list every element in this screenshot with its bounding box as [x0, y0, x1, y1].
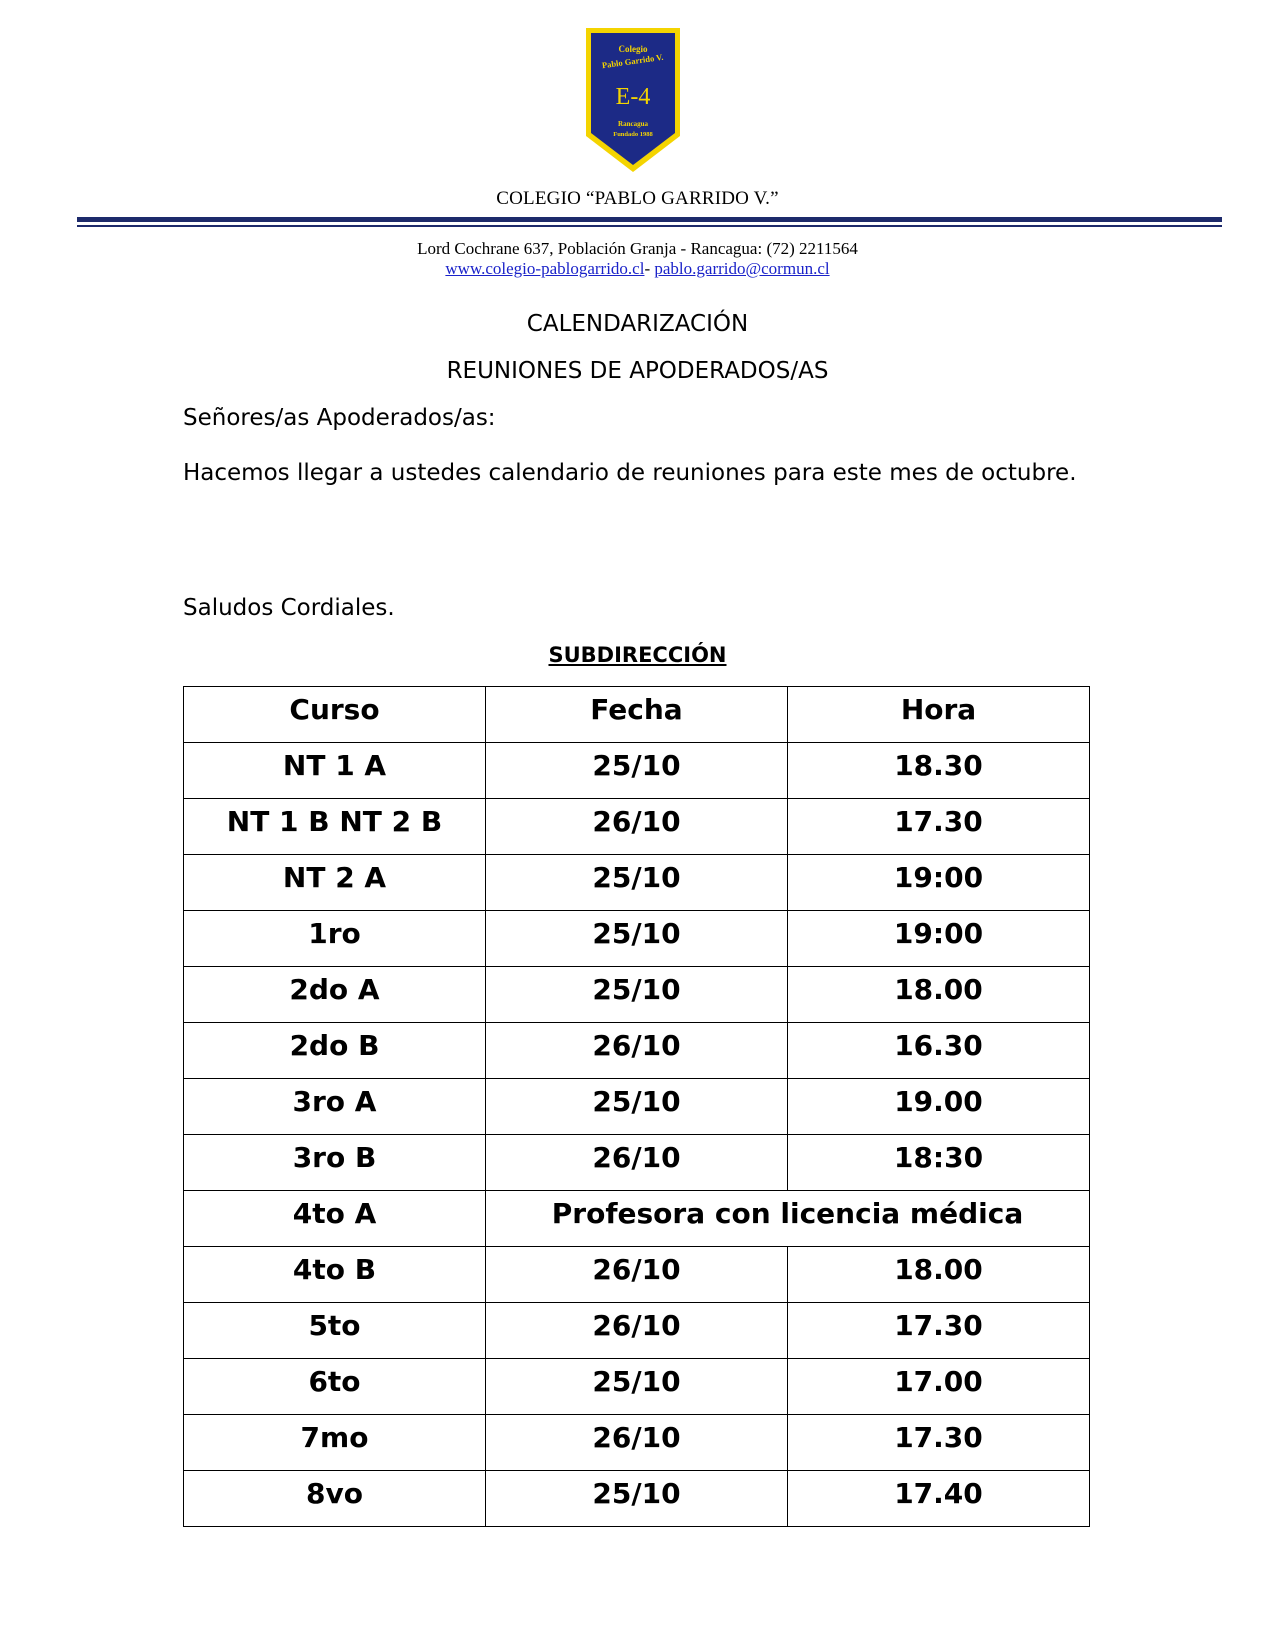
table-row	[184, 1303, 1090, 1359]
cell-hora	[788, 1359, 1090, 1415]
address-line: Lord Cochrane 637, Población Granja - Rancagua: (72) 2211564	[417, 239, 858, 258]
cell-curso-text: NT 2 A	[282, 861, 387, 894]
document-subtitle: REUNIONES DE APODERADOS/AS	[446, 358, 829, 384]
table-row	[184, 1415, 1090, 1471]
table-row	[184, 1023, 1090, 1079]
cell-hora-text: 18.00	[894, 973, 983, 1006]
school-name: COLEGIO “PABLO GARRIDO V.”	[496, 188, 779, 209]
cell-curso	[184, 1415, 486, 1471]
body-paragraph: Hacemos llegar a ustedes calendario de reuniones para este mes de octubre.	[183, 460, 1077, 486]
cell-hora-text: 17.30	[894, 805, 983, 838]
cell-fecha	[486, 1079, 788, 1135]
header-fecha	[486, 687, 788, 743]
cell-fecha	[486, 1471, 788, 1527]
cell-hora	[788, 1135, 1090, 1191]
cell-fecha	[486, 1023, 788, 1079]
cell-fecha	[486, 911, 788, 967]
cell-fecha	[486, 967, 788, 1023]
cell-curso	[184, 799, 486, 855]
cell-fecha	[486, 1247, 788, 1303]
cell-fecha	[486, 743, 788, 799]
cell-hora-text: 16.30	[894, 1029, 983, 1062]
cell-curso	[184, 855, 486, 911]
cell-hora	[788, 967, 1090, 1023]
cell-curso	[184, 1135, 486, 1191]
cell-curso	[184, 1471, 486, 1527]
table-row	[184, 911, 1090, 967]
cell-fecha	[486, 1415, 788, 1471]
cell-curso-text: 1ro	[308, 917, 361, 950]
cell-hora-text: 17.30	[894, 1421, 983, 1454]
cell-fecha	[486, 1359, 788, 1415]
header-curso	[184, 687, 486, 743]
cell-fecha-text: 25/10	[592, 917, 681, 950]
email-link[interactable]: pablo.garrido@cormun.cl	[654, 259, 830, 278]
table-header-row	[184, 687, 1090, 743]
crest-line-4: Fundado 1988	[613, 131, 653, 138]
table-body	[184, 743, 1090, 1527]
cell-note-text: Profesora con licencia médica	[551, 1197, 1024, 1230]
table-row	[184, 967, 1090, 1023]
cell-curso	[184, 1303, 486, 1359]
cell-fecha	[486, 1135, 788, 1191]
cell-curso	[184, 1191, 486, 1247]
cell-curso	[184, 1359, 486, 1415]
cell-curso	[184, 911, 486, 967]
cell-hora-text: 17.40	[894, 1477, 983, 1510]
cell-hora-text: 19:00	[893, 861, 984, 894]
table-row	[184, 855, 1090, 911]
cell-hora-text: 19:00	[893, 917, 984, 950]
table-row	[184, 1471, 1090, 1527]
cell-hora	[788, 743, 1090, 799]
salutation: Señores/as Apoderados/as:	[183, 405, 496, 431]
crest-line-1: Colegio	[618, 44, 648, 54]
header-fecha-label: Fecha	[590, 693, 683, 726]
crest-code: E-4	[615, 84, 651, 110]
cell-hora	[788, 1303, 1090, 1359]
cell-curso	[184, 1023, 486, 1079]
cell-hora	[788, 911, 1090, 967]
cell-fecha-text: 25/10	[592, 861, 681, 894]
cell-fecha-text: 25/10	[592, 1085, 681, 1118]
cell-fecha	[486, 799, 788, 855]
document-title: CALENDARIZACIÓN	[526, 311, 749, 337]
cell-hora-text: 18.30	[894, 749, 983, 782]
table-row	[184, 1135, 1090, 1191]
cell-fecha-text: 26/10	[592, 805, 681, 838]
cell-hora-text: 19.00	[894, 1085, 983, 1118]
cell-curso-text: 5to	[308, 1309, 361, 1342]
table-row	[184, 1079, 1090, 1135]
header-hora-label: Hora	[900, 693, 977, 726]
cell-curso	[184, 743, 486, 799]
cell-curso-text: 7mo	[300, 1421, 369, 1454]
cell-curso-text: NT 1 A	[282, 749, 387, 782]
website-link[interactable]: www.colegio-pablogarrido.cl	[445, 259, 645, 278]
cell-curso	[184, 967, 486, 1023]
cell-hora-text: 18:30	[893, 1141, 984, 1174]
cell-curso-text: 4to B	[292, 1253, 377, 1286]
cell-hora-text: 18.00	[894, 1253, 983, 1286]
contact-line	[0, 259, 1275, 279]
crest-line-2: Pablo Garrido V.	[601, 51, 664, 71]
cell-curso-text: 2do A	[289, 973, 380, 1006]
cell-curso-text: NT 1 B NT 2 B	[226, 805, 443, 838]
cell-hora	[788, 1415, 1090, 1471]
contact-separator: -	[644, 259, 651, 278]
cell-fecha-text: 26/10	[592, 1029, 681, 1062]
cell-hora	[788, 855, 1090, 911]
cell-fecha-text: 25/10	[592, 1365, 681, 1398]
cell-fecha-text: 25/10	[592, 749, 681, 782]
address-block	[0, 239, 1275, 279]
crest-line-3: Rancagua	[618, 120, 648, 128]
cell-hora-text: 17.00	[894, 1365, 983, 1398]
header-curso-label: Curso	[289, 693, 380, 726]
cell-hora	[788, 1247, 1090, 1303]
table-row	[184, 1247, 1090, 1303]
cell-curso-text: 8vo	[306, 1477, 363, 1510]
cell-curso-text: 3ro A	[292, 1085, 377, 1118]
table-row	[184, 799, 1090, 855]
header-rule-thick	[77, 217, 1222, 222]
table-row	[184, 1359, 1090, 1415]
cell-curso-text: 2do B	[289, 1029, 380, 1062]
cell-fecha-text: 25/10	[592, 973, 681, 1006]
cell-curso-text: 6to	[308, 1365, 361, 1398]
cell-hora	[788, 1471, 1090, 1527]
cell-curso	[184, 1079, 486, 1135]
table-row	[184, 743, 1090, 799]
table-row	[184, 1191, 1090, 1247]
cell-curso	[184, 1247, 486, 1303]
cell-hora	[788, 1023, 1090, 1079]
cell-fecha-text: 26/10	[592, 1253, 681, 1286]
header-hora	[788, 687, 1090, 743]
cell-fecha	[486, 855, 788, 911]
cell-fecha-text: 26/10	[592, 1309, 681, 1342]
cell-hora-text: 17.30	[894, 1309, 983, 1342]
cell-curso-text: 3ro B	[292, 1141, 377, 1174]
cell-fecha	[486, 1303, 788, 1359]
signature: SUBDIRECCIÓN	[548, 643, 727, 667]
cell-fecha-text: 25/10	[592, 1477, 681, 1510]
header-rule-thin	[77, 225, 1222, 227]
cell-curso-text: 4to A	[292, 1197, 377, 1230]
school-crest	[584, 26, 682, 174]
cell-fecha-text: 26/10	[592, 1141, 681, 1174]
schedule-table	[183, 686, 1090, 1527]
cell-hora	[788, 799, 1090, 855]
cell-fecha-text: 26/10	[592, 1421, 681, 1454]
cell-note	[486, 1191, 1090, 1247]
closing: Saludos Cordiales.	[183, 595, 395, 621]
cell-hora	[788, 1079, 1090, 1135]
